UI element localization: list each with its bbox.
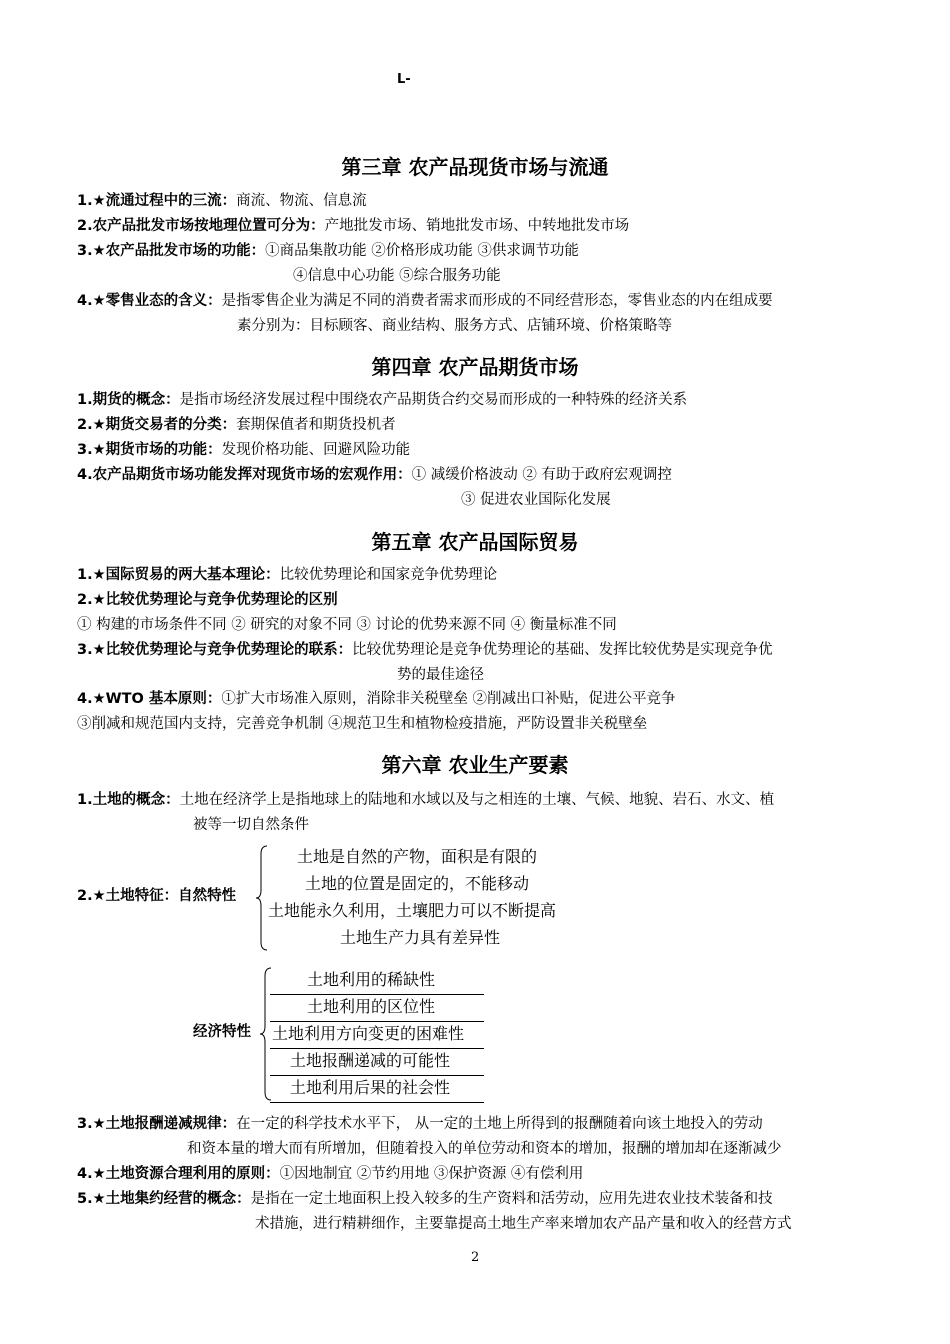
land-economic-label: 经济特性 [193, 1024, 251, 1040]
ch4-item-1 [77, 390, 687, 410]
natural-brace [255, 844, 269, 952]
ch4-item-4-cont: ③ 促进农业国际化发展 [461, 492, 611, 508]
natural-item: 土地能永久利用，土壤肥力可以不断提高 [268, 901, 557, 920]
ch5-item-4-cont: ③削减和规范国内支持，完善竞争机制 ④规范卫生和植物检疫措施，严防设置非关税壁垒 [77, 716, 648, 732]
item-label: 3.★期货市场的功能： [77, 442, 222, 458]
natural-item: 土地的位置是固定的，不能移动 [305, 874, 530, 893]
item-label: 4.农产品期货市场功能发挥对现货市场的宏观作用： [77, 467, 412, 483]
item-label: 3.★比较优势理论与竞争优势理论的联系： [77, 642, 353, 658]
land-natural-label: 2.★土地特征：自然特性 [77, 888, 237, 904]
natural-item: 土地生产力具有差异性 [340, 928, 501, 947]
economic-item: 土地利用的区位性 [307, 997, 436, 1016]
header-mark: L- [397, 72, 411, 87]
ch3-item-2 [77, 216, 629, 236]
item-label: 2.★期货交易者的分类： [77, 417, 237, 433]
item-text: 土地在经济学上是指地球上的陆地和水域以及与之相连的土壤、气候、地貌、岩石、水文、植 [179, 792, 775, 808]
ch3-item-3-cont: ④信息中心功能 ⑤综合服务功能 [293, 268, 501, 284]
ch3-item-3 [77, 241, 579, 261]
item-label: 1.土地的概念： [77, 792, 180, 808]
ch5-item-3 [77, 640, 773, 660]
item-text: 在一定的科学技术水平下， 从一定的土地上所得到的报酬随着向该土地投入的劳动 [236, 1116, 763, 1132]
item-text: ① 减缓价格波动 ② 有助于政府宏观调控 [411, 467, 672, 483]
ch5-item-2 [77, 590, 338, 610]
ch3-item-4-cont: 素分别为：目标顾客、商业结构、服务方式、店铺环境、价格策略等 [237, 318, 672, 334]
chapter-5-title: 第五章 农产品国际贸易 [371, 530, 579, 554]
ch5-item-3-cont: 势的最佳途径 [397, 667, 484, 683]
item-label: 5.★土地集约经营的概念： [77, 1191, 251, 1207]
item-text: 发现价格功能、回避风险功能 [221, 442, 411, 458]
item-label: 4.★WTO 基本原则： [77, 691, 222, 707]
divider [270, 1048, 484, 1049]
divider [270, 994, 484, 995]
chapter-6-title: 第六章 农业生产要素 [381, 753, 569, 777]
item-text: 是指零售企业为满足不同的消费者需求而形成的不同经营形态，零售业态的内在组成要 [221, 293, 773, 309]
item-text: 是指在一定土地面积上投入较多的生产资料和活劳动，应用先进农业技术装备和技 [250, 1191, 773, 1207]
economic-item: 土地利用方向变更的困难性 [272, 1024, 465, 1043]
item-text: 套期保值者和期货投机者 [236, 417, 396, 433]
ch6-item-5 [77, 1189, 773, 1209]
ch6-item-5-cont: 术措施，进行精耕细作，主要靠提高土地生产率来增加农产品产量和收入的经营方式 [255, 1216, 792, 1232]
chapter-4-title: 第四章 农产品期货市场 [371, 355, 579, 379]
ch4-item-3 [77, 440, 410, 460]
item-label: 3.★土地报酬递减规律： [77, 1116, 237, 1132]
item-text: 产地批发市场、销地批发市场、中转地批发市场 [324, 218, 630, 234]
item-label: 2.★比较优势理论与竞争优势理论的区别 [77, 592, 338, 608]
item-text: 商流、物流、信息流 [236, 193, 367, 209]
item-text: ①因地制宜 ②节约用地 ③保护资源 ④有偿利用 [279, 1166, 584, 1182]
item-label: 3.★农产品批发市场的功能： [77, 243, 266, 259]
ch3-item-4 [77, 291, 773, 311]
ch5-item-4 [77, 689, 675, 709]
economic-item: 土地利用后果的社会性 [290, 1078, 451, 1097]
ch6-item-1-cont: 被等一切自然条件 [193, 817, 309, 833]
item-label: 4.★土地资源合理利用的原则： [77, 1166, 280, 1182]
ch5-item-1 [77, 565, 497, 585]
divider [270, 1102, 484, 1103]
economic-item: 土地报酬递减的可能性 [290, 1051, 451, 1070]
chapter-3-title: 第三章 农产品现货市场与流通 [341, 155, 609, 179]
economic-item: 土地利用的稀缺性 [307, 970, 436, 989]
item-text: ①扩大市场准入原则，消除非关税壁垒 ②削减出口补贴，促进公平竞争 [221, 691, 676, 707]
item-label: 1.★国际贸易的两大基本理论： [77, 567, 280, 583]
ch5-item-2-list: ① 构建的市场条件不同 ② 研究的对象不同 ③ 讨论的优势来源不同 ④ 衡量标准不同 [77, 617, 617, 633]
divider [270, 1075, 484, 1076]
item-text: ①商品集散功能 ②价格形成功能 ③供求调节功能 [265, 243, 579, 259]
ch4-item-4 [77, 465, 672, 485]
ch3-item-1 [77, 191, 367, 211]
economic-brace [259, 966, 273, 1102]
item-text: 比较优势理论是竞争优势理论的基础、发挥比较优势是实现竞争优 [352, 642, 773, 658]
natural-item: 土地是自然的产物，面积是有限的 [297, 847, 538, 866]
item-label: 1.期货的概念： [77, 392, 180, 408]
divider [270, 1021, 484, 1022]
item-text: 比较优势理论和国家竞争优势理论 [279, 567, 498, 583]
ch4-item-2 [77, 415, 396, 435]
ch6-item-3 [77, 1114, 763, 1134]
ch6-item-4 [77, 1164, 583, 1184]
item-label: 4.★零售业态的含义： [77, 293, 222, 309]
item-text: 是指市场经济发展过程中围绕农产品期货合约交易而形成的一种特殊的经济关系 [179, 392, 688, 408]
ch6-item-1 [77, 790, 774, 810]
page-number: 2 [471, 1250, 480, 1265]
item-label: 2.农产品批发市场按地理位置可分为： [77, 218, 325, 234]
item-label: 1.★流通过程中的三流： [77, 193, 237, 209]
ch6-item-3-cont: 和资本量的增大而有所增加，但随着投入的单位劳动和资本的增加，报酬的增加却在逐渐减少 [187, 1141, 782, 1157]
